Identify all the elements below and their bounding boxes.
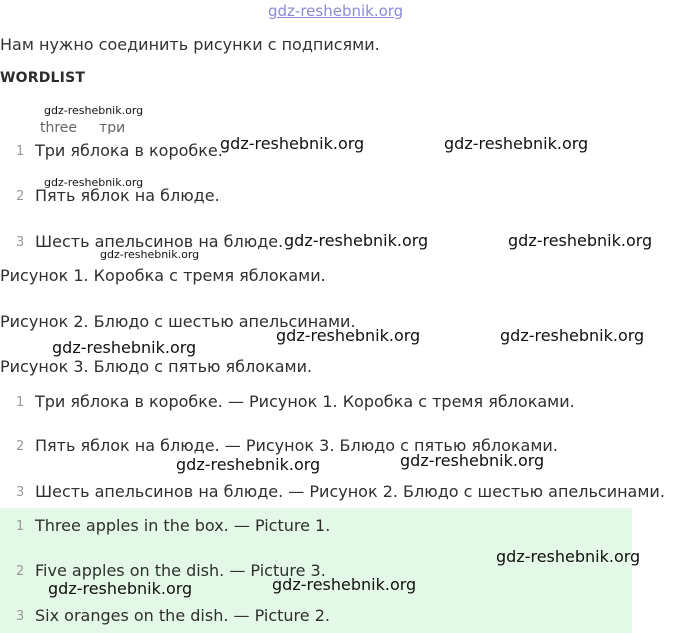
list-item: Шесть апельсинов на блюде. — Рисунок 2. Блюдо с шестью апельсинами. <box>35 482 665 501</box>
watermark: gdz-reshebnik.org <box>496 547 641 566</box>
answer-box <box>0 508 632 633</box>
picture-caption: Рисунок 2. Блюдо с шестью апельсинами. <box>0 312 356 331</box>
list-item: Три яблока в коробке. <box>35 141 223 160</box>
list-number: 3 <box>16 485 25 500</box>
intro-text: Нам нужно соединить рисунки с подписями. <box>0 35 380 54</box>
watermark: gdz-reshebnik.org <box>284 231 429 250</box>
watermark: gdz-reshebnik.org <box>44 104 144 117</box>
watermark: gdz-reshebnik.org <box>44 176 144 189</box>
watermark: gdz-reshebnik.org <box>48 579 193 598</box>
wordlist-word-russian: три <box>99 120 126 134</box>
list-number: 3 <box>16 235 25 250</box>
answer-item: Three apples in the box. — Picture 1. <box>35 516 331 535</box>
list-item: Пять яблок на блюде. <box>35 186 220 205</box>
list-number: 1 <box>16 144 25 159</box>
watermark: gdz-reshebnik.org <box>272 575 417 594</box>
watermark: gdz-reshebnik.org <box>400 451 545 470</box>
list-number: 2 <box>16 189 25 204</box>
wordlist-preview <box>40 120 147 134</box>
watermark: gdz-reshebnik.org <box>52 338 197 357</box>
answer-number: 1 <box>16 519 25 534</box>
picture-caption: Рисунок 1. Коробка с тремя яблоками. <box>0 266 326 285</box>
watermark: gdz-reshebnik.org <box>508 231 653 250</box>
answer-number: 3 <box>16 609 25 624</box>
watermark: gdz-reshebnik.org <box>500 326 645 345</box>
picture-caption: Рисунок 3. Блюдо с пятью яблоками. <box>0 357 313 376</box>
wordlist-word-english: three <box>40 120 78 134</box>
answer-item: Six oranges on the dish. — Picture 2. <box>35 606 330 625</box>
watermark: gdz-reshebnik.org <box>176 455 321 474</box>
answer-number: 2 <box>16 564 25 579</box>
top-watermark-link[interactable]: gdz-reshebnik.org <box>268 2 404 20</box>
answer-item: Five apples on the dish. — Picture 3. <box>35 561 326 580</box>
list-item: Пять яблок на блюде. — Рисунок 3. Блюдо с пятью яблоками. <box>35 436 558 455</box>
watermark: gdz-reshebnik.org <box>276 326 421 345</box>
watermark: gdz-reshebnik.org <box>220 134 365 153</box>
wordlist-heading: WORDLIST <box>0 70 86 86</box>
list-item: Три яблока в коробке. — Рисунок 1. Коробка с тремя яблоками. <box>35 392 575 411</box>
watermark: gdz-reshebnik.org <box>444 134 589 153</box>
list-number: 2 <box>16 439 25 454</box>
watermark: gdz-reshebnik.org <box>100 248 200 261</box>
list-number: 1 <box>16 395 25 410</box>
list-item: Шесть апельсинов на блюде. <box>35 232 284 251</box>
